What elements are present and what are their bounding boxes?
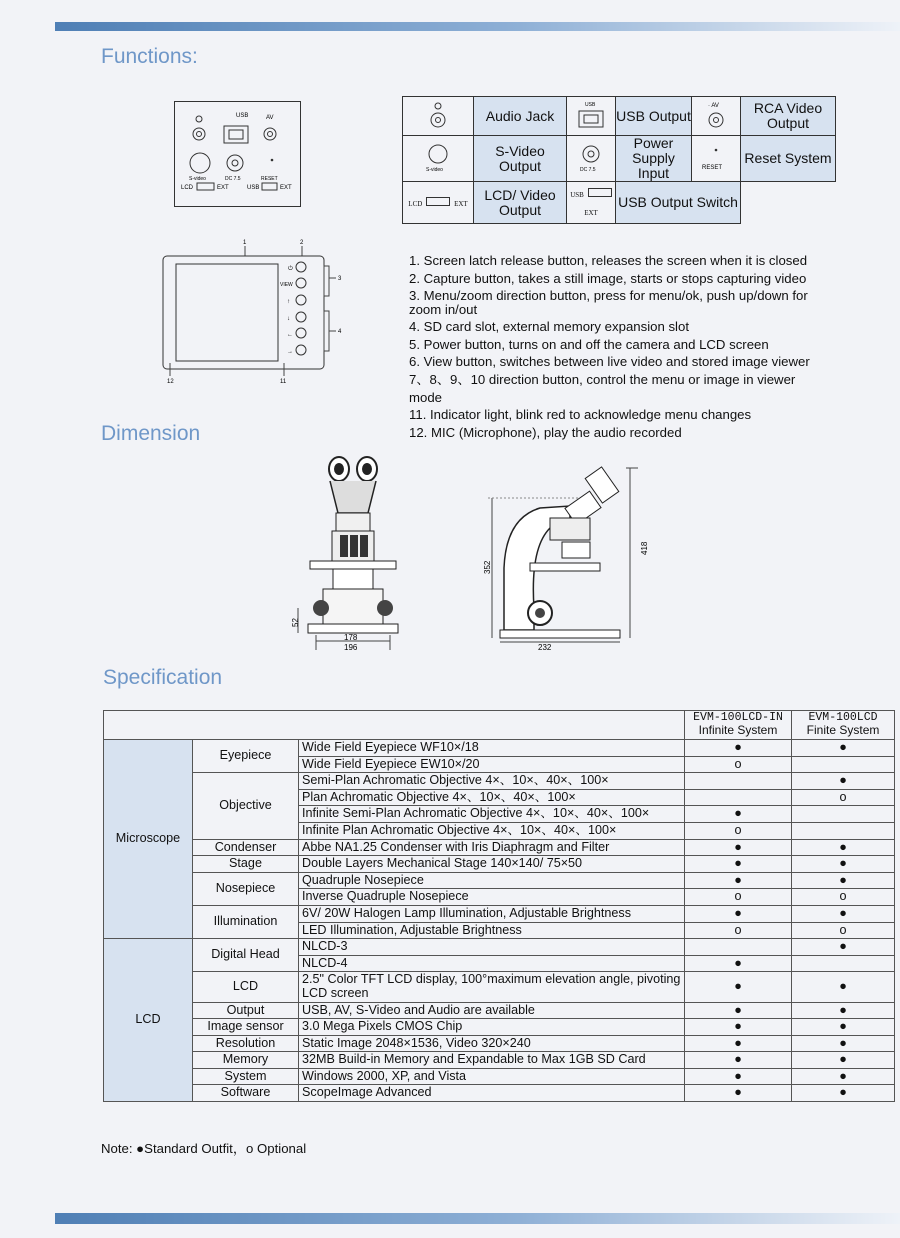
subcategory-cell: Stage <box>193 856 299 873</box>
function-item: 11. Indicator light, blink red to acknowledge menu changes <box>409 407 752 423</box>
svg-text:S-video: S-video <box>426 167 443 173</box>
dimension-heading: Dimension <box>101 422 201 445</box>
spec-desc: Double Layers Mechanical Stage 140×140/ 75×50 <box>299 856 685 873</box>
port-label-usb-switch: USB Output Switch <box>616 182 741 224</box>
spec-mark-1: o <box>685 889 792 906</box>
spec-mark-1: ● <box>685 839 792 856</box>
subcategory-cell: Eyepiece <box>193 740 299 773</box>
svideo-icon-cell <box>403 136 474 182</box>
port-label-reset: Reset System <box>741 136 836 182</box>
function-item: 4. SD card slot, external memory expansion slot <box>409 319 689 335</box>
spec-mark-1: ● <box>685 740 792 757</box>
svg-text:EXT: EXT <box>217 185 229 191</box>
usb-icon-cell <box>567 97 616 136</box>
svg-text:↑: ↑ <box>287 299 290 305</box>
svg-text:4: 4 <box>338 329 342 335</box>
spec-mark-1: ● <box>685 872 792 889</box>
rear-panel-diagram <box>174 101 301 207</box>
svg-text:DC 7.5: DC 7.5 <box>225 176 241 182</box>
svg-text:USB: USB <box>247 185 260 191</box>
usb-port-icon <box>224 126 248 143</box>
spec-mark-2 <box>792 955 895 972</box>
spec-mark-1: ● <box>685 1068 792 1085</box>
specification-heading: Specification <box>103 666 223 689</box>
svg-text:USB: USB <box>236 113 249 119</box>
spec-desc: Inverse Quadruple Nosepiece <box>299 889 685 906</box>
subcategory-cell: System <box>193 1068 299 1085</box>
svg-text:USB: USB <box>585 101 596 108</box>
function-list <box>409 252 829 441</box>
svg-text:DC 7.5: DC 7.5 <box>580 167 596 173</box>
microscope-side-drawing <box>470 458 650 653</box>
spec-mark-2: ● <box>792 1085 895 1102</box>
spec-desc: Windows 2000, XP, and Vista <box>299 1068 685 1085</box>
port-label-rca: RCA Video Output <box>741 97 836 136</box>
usb-switch-cell: USB EXT <box>567 182 616 224</box>
spec-desc: ScopeImage Advanced <box>299 1085 685 1102</box>
spec-desc: Static Image 2048×1536, Video 320×240 <box>299 1035 685 1052</box>
subcategory-cell: Image sensor <box>193 1019 299 1036</box>
spec-mark-1: ● <box>685 1052 792 1069</box>
lcd-switch-cell: LCD EXT <box>403 182 474 224</box>
dc-port-icon <box>227 155 243 171</box>
svg-text:RESET: RESET <box>702 165 723 171</box>
function-item: 7、8、9、10 direction button, control the menu or image in viewer mode <box>409 371 796 405</box>
spec-mark-2: o <box>792 789 895 806</box>
spec-mark-1: o <box>685 822 792 839</box>
subcategory-cell: LCD <box>193 972 299 1002</box>
av-port-icon <box>264 128 276 140</box>
spec-mark-2 <box>792 822 895 839</box>
port-label-audio: Audio Jack <box>474 97 567 136</box>
svg-text:↓: ↓ <box>287 316 290 322</box>
spec-mark-2: ● <box>792 839 895 856</box>
spec-mark-2: ● <box>792 1019 895 1036</box>
spec-mark-1: ● <box>685 1002 792 1019</box>
spec-desc: Infinite Semi-Plan Achromatic Objective 4×、10×、40×、100× <box>299 806 685 823</box>
spec-mark-2: ● <box>792 856 895 873</box>
port-label-power: Power Supply Input <box>616 136 692 182</box>
category-lcd: LCD <box>104 939 193 1102</box>
function-item: 5. Power button, turns on and off the camera and LCD screen <box>409 336 769 352</box>
port-label-lcd: LCD/ Video Output <box>474 182 567 224</box>
spec-desc: LED Illumination, Adjustable Brightness <box>299 922 685 939</box>
svg-text:AV: AV <box>266 115 274 121</box>
spec-desc: Plan Achromatic Objective 4×、10×、40×、100× <box>299 789 685 806</box>
spec-mark-1: o <box>685 922 792 939</box>
specification-table <box>103 710 895 1102</box>
svg-text:←: ← <box>287 332 293 338</box>
function-item: 2. Capture button, takes a still image, starts or stops capturing video <box>409 270 807 286</box>
spec-mark-2: ● <box>792 740 895 757</box>
model-header-2: EVM-100LCD Finite System <box>792 711 895 740</box>
spec-desc: 2.5" Color TFT LCD display, 100°maximum elevation angle, pivoting LCD screen <box>299 972 685 1002</box>
svg-text:418: 418 <box>640 541 649 555</box>
function-item: 12. MIC (Microphone), play the audio recorded <box>409 424 682 440</box>
svg-text:· AV: · AV <box>708 102 719 109</box>
subcategory-cell: Illumination <box>193 905 299 938</box>
audio-jack-icon <box>196 116 202 122</box>
spec-mark-1: ● <box>685 1085 792 1102</box>
svg-text:3: 3 <box>338 276 342 282</box>
spec-mark-2: ● <box>792 773 895 790</box>
spec-mark-2: ● <box>792 872 895 889</box>
spec-desc: Infinite Plan Achromatic Objective 4×、10×、40×、100× <box>299 822 685 839</box>
spec-mark-1: ● <box>685 856 792 873</box>
spec-mark-2: o <box>792 889 895 906</box>
spec-mark-1 <box>685 939 792 956</box>
spec-mark-2: ● <box>792 972 895 1002</box>
spec-desc: 32MB Build-in Memory and Expandable to Max 1GB SD Card <box>299 1052 685 1069</box>
spec-mark-1: ● <box>685 1035 792 1052</box>
svg-text:196: 196 <box>344 643 358 652</box>
av-icon-cell <box>692 97 741 136</box>
svg-text:VIEW: VIEW <box>280 282 293 288</box>
subcategory-cell: Nosepiece <box>193 872 299 905</box>
subcategory-cell: Objective <box>193 773 299 839</box>
svg-text:⏻: ⏻ <box>288 266 293 272</box>
subcategory-cell: Software <box>193 1085 299 1102</box>
subcategory-cell: Output <box>193 1002 299 1019</box>
svg-text:178: 178 <box>344 633 358 642</box>
spec-mark-2: ● <box>792 905 895 922</box>
functions-heading: Functions: <box>101 45 198 68</box>
subcategory-cell: Resolution <box>193 1035 299 1052</box>
svg-text:LCD: LCD <box>181 185 194 191</box>
audio-jack-cell <box>403 97 474 136</box>
function-item: 6. View button, switches between live video and stored image viewer <box>409 354 810 370</box>
port-table <box>402 96 836 224</box>
subcategory-cell: Condenser <box>193 839 299 856</box>
top-decorative-bar <box>55 22 900 31</box>
port-label-svideo: S-Video Output <box>474 136 567 182</box>
svg-text:1: 1 <box>243 240 247 246</box>
spec-desc: 3.0 Mega Pixels CMOS Chip <box>299 1019 685 1036</box>
subcategory-cell: Digital Head <box>193 939 299 972</box>
model-header-1: EVM-100LCD-IN Infinite System <box>685 711 792 740</box>
spec-desc: Semi-Plan Achromatic Objective 4×、10×、40×、100× <box>299 773 685 790</box>
svg-text:→: → <box>287 349 293 355</box>
function-item: 1. Screen latch release button, releases the screen when it is closed <box>409 253 808 268</box>
dc-icon-cell <box>567 136 616 182</box>
spec-mark-2: o <box>792 922 895 939</box>
spec-desc: 6V/ 20W Halogen Lamp Illumination, Adjustable Brightness <box>299 905 685 922</box>
port-label-usb: USB Output <box>616 97 692 136</box>
category-microscope: Microscope <box>104 740 193 939</box>
spec-mark-1: ● <box>685 806 792 823</box>
spec-mark-2 <box>792 806 895 823</box>
spec-mark-2 <box>792 756 895 773</box>
svg-text:232: 232 <box>538 643 552 652</box>
spec-desc: Wide Field Eyepiece WF10×/18 <box>299 740 685 757</box>
spec-mark-1: ● <box>685 1019 792 1036</box>
spec-desc: Wide Field Eyepiece EW10×/20 <box>299 756 685 773</box>
spec-mark-1 <box>685 773 792 790</box>
spec-mark-2: ● <box>792 1035 895 1052</box>
function-item: 3. Menu/zoom direction button, press for menu/ok, push up/down for zoom in/out <box>409 288 808 317</box>
spec-mark-2: ● <box>792 939 895 956</box>
spec-desc: Abbe NA1.25 Condenser with Iris Diaphragm and Filter <box>299 839 685 856</box>
spec-mark-1: ● <box>685 905 792 922</box>
spec-mark-1: ● <box>685 972 792 1002</box>
svg-text:EXT: EXT <box>280 185 292 191</box>
svg-text:52: 52 <box>291 618 300 627</box>
spec-mark-2: ● <box>792 1052 895 1069</box>
spec-mark-1 <box>685 789 792 806</box>
legend-note: Note: ●Standard Outfit，o Optional <box>101 1141 307 1156</box>
spec-desc: Quadruple Nosepiece <box>299 872 685 889</box>
microscope-front-drawing <box>288 455 418 655</box>
spec-desc: USB, AV, S-Video and Audio are available <box>299 1002 685 1019</box>
spec-desc: NLCD-3 <box>299 939 685 956</box>
spec-mark-1: ● <box>685 955 792 972</box>
svideo-port-icon <box>190 153 210 173</box>
svg-text:12: 12 <box>167 379 174 385</box>
svg-text:RESET: RESET <box>261 176 278 182</box>
reset-icon-cell <box>692 136 741 182</box>
spec-mark-2: ● <box>792 1002 895 1019</box>
svg-text:S-video: S-video <box>189 176 206 182</box>
spec-desc: NLCD-4 <box>299 955 685 972</box>
svg-text:352: 352 <box>483 560 492 574</box>
spec-mark-2: ● <box>792 1068 895 1085</box>
subcategory-cell: Memory <box>193 1052 299 1069</box>
bottom-decorative-bar <box>55 1213 900 1224</box>
svg-text:2: 2 <box>300 240 304 246</box>
camera-front-diagram <box>158 236 348 386</box>
spec-mark-1: o <box>685 756 792 773</box>
svg-text:11: 11 <box>280 379 287 385</box>
